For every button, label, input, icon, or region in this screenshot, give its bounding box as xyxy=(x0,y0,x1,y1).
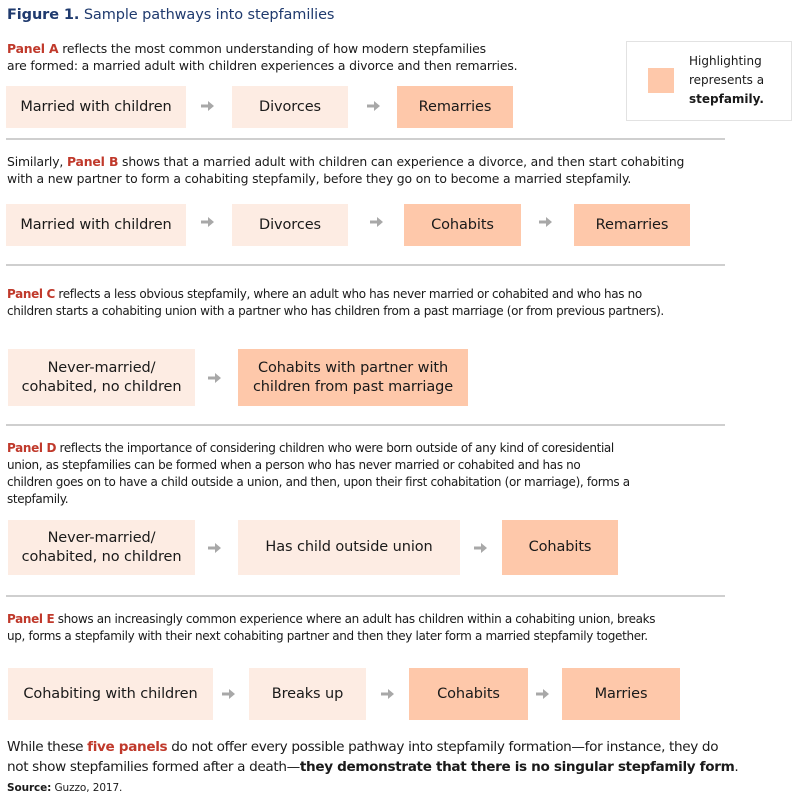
panel-e-label: Panel E xyxy=(7,612,55,626)
panel-c-description: Panel C reflects a less obvious stepfamily, where an adult who has never married or cohabited and who has no children starts a cohabiting union with a partner who has children from a past marriage (or from previous partners). xyxy=(7,287,664,318)
panel-a-step-3: Remarries xyxy=(397,86,513,128)
arrow-right-icon xyxy=(201,217,215,227)
five-panels-highlight: five panels xyxy=(87,739,168,755)
figure-label: Figure 1. xyxy=(7,7,80,23)
arrow-right-icon xyxy=(208,543,222,553)
figure-title-text: Sample pathways into stepfamilies xyxy=(83,7,335,23)
panel-a-step-1: Married with children xyxy=(6,86,186,128)
panel-c-step-1: Never-married/ cohabited, no children xyxy=(8,349,195,406)
legend xyxy=(626,41,792,121)
panel-b-step-3: Cohabits xyxy=(404,204,521,246)
panel-a-step-2: Divorces xyxy=(232,86,348,128)
panel-e-step-1: Cohabiting with children xyxy=(8,668,213,720)
legend-text: Highlighting represents a stepfamily. xyxy=(689,54,765,106)
divider xyxy=(6,138,725,140)
panel-d-step-3: Cohabits xyxy=(502,520,618,575)
key-conclusion: they demonstrate that there is no singular stepfamily form xyxy=(299,759,735,775)
closing-statement: While these five panels do not offer every possible pathway into stepfamily formation—for instance, they do not show stepfamilies formed after a death—they demonstrate that there is no singular stepfamily form. xyxy=(7,739,739,775)
legend-swatch xyxy=(648,68,674,93)
arrow-right-icon xyxy=(222,689,236,699)
figure-title xyxy=(7,7,334,23)
panel-d-description: Panel D reflects the importance of considering children who were born outside of any kind of coresidential union, as stepfamilies can be formed when a person who has never married or cohabited and has no children goes on to have a child outside a union, and then, upon their first cohabitation (or marriage), forms a stepfamily. xyxy=(7,441,630,506)
arrow-right-icon xyxy=(201,101,215,111)
panel-b-step-1: Married with children xyxy=(6,204,186,246)
divider xyxy=(6,424,725,426)
panel-b-step-2: Divorces xyxy=(232,204,348,246)
divider xyxy=(6,595,725,597)
arrow-right-icon xyxy=(381,689,395,699)
arrow-right-icon xyxy=(539,217,553,227)
panel-d-step-1: Never-married/ cohabited, no children xyxy=(8,520,195,575)
panel-d-label: Panel D xyxy=(7,441,57,455)
panel-e-step-3: Cohabits xyxy=(409,668,528,720)
arrow-right-icon xyxy=(536,689,550,699)
source-note: Source: Guzzo, 2017. xyxy=(7,782,123,794)
arrow-right-icon xyxy=(208,373,222,383)
panel-a-label: Panel A xyxy=(7,41,59,56)
panel-c-step-2: Cohabits with partner with children from past marriage xyxy=(238,349,468,406)
panel-d-step-2: Has child outside union xyxy=(238,520,460,575)
panel-e-step-4: Marries xyxy=(562,668,680,720)
panel-a-description: Panel A reflects the most common understanding of how modern stepfamilies are formed: a married adult with children experiences a divorce and then remarries. xyxy=(7,41,518,73)
arrow-right-icon xyxy=(474,543,488,553)
panel-c-label: Panel C xyxy=(7,287,55,301)
arrow-right-icon xyxy=(370,217,384,227)
panel-b-description: Similarly, Panel B shows that a married adult with children can experience a divorce, and then start cohabiting with a new partner to form a cohabiting stepfamily, before they go on to become a married stepfamily. xyxy=(7,154,685,186)
arrow-right-icon xyxy=(367,101,381,111)
panel-b-step-4: Remarries xyxy=(574,204,690,246)
divider xyxy=(6,264,725,266)
panel-e-step-2: Breaks up xyxy=(249,668,366,720)
panel-b-label: Panel B xyxy=(66,154,119,169)
panel-e-description: Panel E shows an increasingly common experience where an adult has children within a cohabiting union, breaks up, forms a stepfamily with their next cohabiting partner and then they later form a married stepfamily together. xyxy=(7,612,656,643)
